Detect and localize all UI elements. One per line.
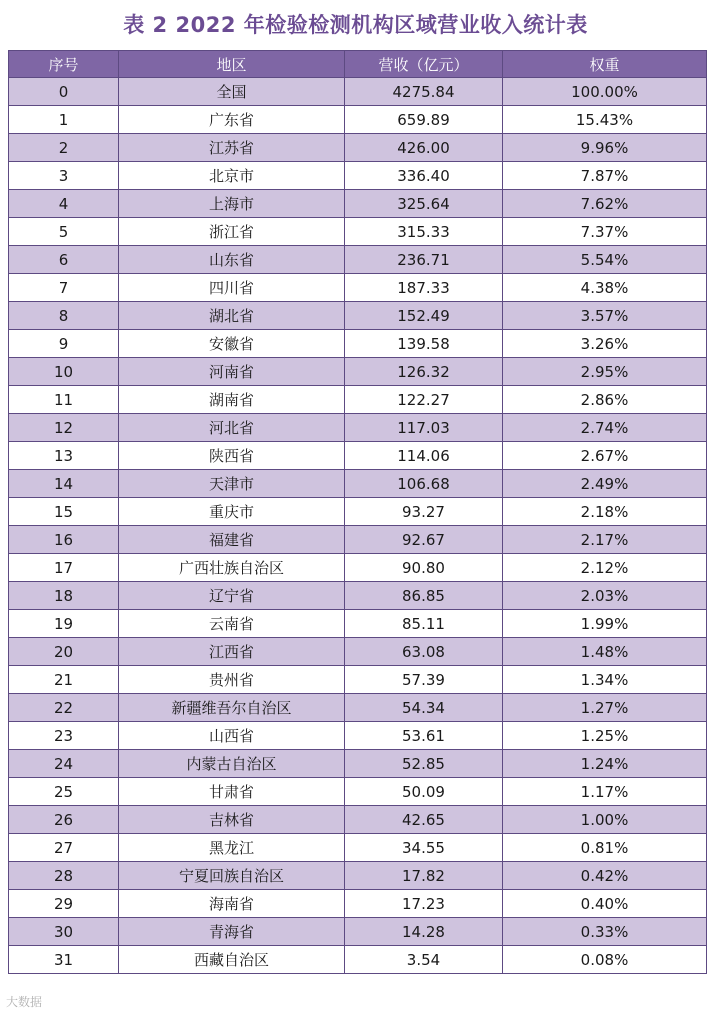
cell-index: 5 [9, 218, 119, 246]
cell-weight: 2.18% [503, 498, 707, 526]
cell-revenue: 14.28 [345, 918, 503, 946]
cell-revenue: 54.34 [345, 694, 503, 722]
cell-revenue: 52.85 [345, 750, 503, 778]
cell-index: 10 [9, 358, 119, 386]
cell-weight: 3.57% [503, 302, 707, 330]
cell-index: 14 [9, 470, 119, 498]
cell-revenue: 336.40 [345, 162, 503, 190]
cell-region: 上海市 [119, 190, 345, 218]
table-row [9, 218, 707, 246]
cell-index: 28 [9, 862, 119, 890]
cell-region: 辽宁省 [119, 582, 345, 610]
cell-index: 21 [9, 666, 119, 694]
table-row [9, 78, 707, 106]
table-row [9, 106, 707, 134]
cell-index: 20 [9, 638, 119, 666]
cell-region: 西藏自治区 [119, 946, 345, 974]
cell-region: 全国 [119, 78, 345, 106]
cell-revenue: 17.82 [345, 862, 503, 890]
table-row [9, 582, 707, 610]
cell-weight: 2.95% [503, 358, 707, 386]
cell-weight: 7.87% [503, 162, 707, 190]
table-row [9, 918, 707, 946]
table-row [9, 554, 707, 582]
cell-region: 广东省 [119, 106, 345, 134]
cell-revenue: 659.89 [345, 106, 503, 134]
table-row [9, 442, 707, 470]
table-row [9, 694, 707, 722]
cell-revenue: 114.06 [345, 442, 503, 470]
table-row [9, 302, 707, 330]
cell-index: 29 [9, 890, 119, 918]
cell-revenue: 63.08 [345, 638, 503, 666]
cell-weight: 15.43% [503, 106, 707, 134]
cell-region: 福建省 [119, 526, 345, 554]
cell-revenue: 106.68 [345, 470, 503, 498]
cell-region: 湖北省 [119, 302, 345, 330]
cell-weight: 2.03% [503, 582, 707, 610]
cell-region: 四川省 [119, 274, 345, 302]
cell-index: 15 [9, 498, 119, 526]
cell-weight: 7.62% [503, 190, 707, 218]
cell-weight: 1.99% [503, 610, 707, 638]
cell-weight: 1.25% [503, 722, 707, 750]
cell-revenue: 187.33 [345, 274, 503, 302]
cell-revenue: 117.03 [345, 414, 503, 442]
cell-revenue: 92.67 [345, 526, 503, 554]
cell-region: 重庆市 [119, 498, 345, 526]
cell-region: 天津市 [119, 470, 345, 498]
cell-weight: 4.38% [503, 274, 707, 302]
cell-weight: 2.74% [503, 414, 707, 442]
cell-weight: 5.54% [503, 246, 707, 274]
cell-region: 吉林省 [119, 806, 345, 834]
cell-revenue: 126.32 [345, 358, 503, 386]
cell-revenue: 86.85 [345, 582, 503, 610]
cell-weight: 0.81% [503, 834, 707, 862]
cell-index: 4 [9, 190, 119, 218]
cell-region: 新疆维吾尔自治区 [119, 694, 345, 722]
table-row [9, 750, 707, 778]
cell-weight: 1.27% [503, 694, 707, 722]
column-header-index: 序号 [9, 51, 119, 78]
cell-index: 0 [9, 78, 119, 106]
cell-region: 广西壮族自治区 [119, 554, 345, 582]
cell-region: 安徽省 [119, 330, 345, 358]
cell-region: 宁夏回族自治区 [119, 862, 345, 890]
cell-weight: 1.24% [503, 750, 707, 778]
cell-weight: 0.40% [503, 890, 707, 918]
watermark: 大数据 [6, 995, 43, 1009]
cell-region: 黑龙江 [119, 834, 345, 862]
cell-region: 云南省 [119, 610, 345, 638]
cell-index: 13 [9, 442, 119, 470]
cell-index: 17 [9, 554, 119, 582]
table-row [9, 246, 707, 274]
cell-revenue: 236.71 [345, 246, 503, 274]
cell-region: 北京市 [119, 162, 345, 190]
table-row [9, 470, 707, 498]
cell-weight: 1.17% [503, 778, 707, 806]
table-title: 表 2 2022 年检验检测机构区域营业收入统计表 [123, 13, 588, 37]
table-row [9, 274, 707, 302]
table-row [9, 498, 707, 526]
cell-weight: 2.12% [503, 554, 707, 582]
cell-index: 18 [9, 582, 119, 610]
table-row [9, 190, 707, 218]
cell-weight: 100.00% [503, 78, 707, 106]
cell-revenue: 426.00 [345, 134, 503, 162]
table-row [9, 358, 707, 386]
revenue-table [8, 50, 707, 974]
table-row [9, 722, 707, 750]
cell-index: 16 [9, 526, 119, 554]
cell-region: 浙江省 [119, 218, 345, 246]
cell-weight: 0.33% [503, 918, 707, 946]
table-row [9, 610, 707, 638]
table-row [9, 946, 707, 974]
cell-revenue: 325.64 [345, 190, 503, 218]
cell-revenue: 53.61 [345, 722, 503, 750]
cell-weight: 1.34% [503, 666, 707, 694]
cell-index: 19 [9, 610, 119, 638]
table-row [9, 806, 707, 834]
cell-revenue: 3.54 [345, 946, 503, 974]
table-row [9, 134, 707, 162]
cell-weight: 7.37% [503, 218, 707, 246]
cell-region: 青海省 [119, 918, 345, 946]
cell-region: 江苏省 [119, 134, 345, 162]
cell-weight: 0.42% [503, 862, 707, 890]
cell-index: 31 [9, 946, 119, 974]
table-row [9, 666, 707, 694]
table-row [9, 526, 707, 554]
cell-index: 6 [9, 246, 119, 274]
cell-index: 1 [9, 106, 119, 134]
cell-region: 贵州省 [119, 666, 345, 694]
cell-revenue: 57.39 [345, 666, 503, 694]
cell-weight: 2.49% [503, 470, 707, 498]
cell-weight: 0.08% [503, 946, 707, 974]
cell-index: 22 [9, 694, 119, 722]
cell-weight: 2.67% [503, 442, 707, 470]
cell-index: 27 [9, 834, 119, 862]
cell-revenue: 93.27 [345, 498, 503, 526]
cell-index: 11 [9, 386, 119, 414]
table-row [9, 862, 707, 890]
cell-weight: 1.48% [503, 638, 707, 666]
cell-revenue: 50.09 [345, 778, 503, 806]
cell-revenue: 90.80 [345, 554, 503, 582]
cell-index: 23 [9, 722, 119, 750]
table-row [9, 386, 707, 414]
cell-index: 2 [9, 134, 119, 162]
table-row [9, 890, 707, 918]
cell-index: 25 [9, 778, 119, 806]
column-header-region: 地区 [119, 51, 345, 78]
cell-region: 海南省 [119, 890, 345, 918]
cell-index: 8 [9, 302, 119, 330]
cell-revenue: 85.11 [345, 610, 503, 638]
table-body [9, 78, 707, 974]
cell-index: 30 [9, 918, 119, 946]
table-header-row [9, 51, 707, 78]
cell-index: 24 [9, 750, 119, 778]
cell-region: 陕西省 [119, 442, 345, 470]
cell-revenue: 4275.84 [345, 78, 503, 106]
table-row [9, 638, 707, 666]
cell-weight: 2.17% [503, 526, 707, 554]
table-row [9, 414, 707, 442]
cell-index: 9 [9, 330, 119, 358]
column-header-weight: 权重 [503, 51, 707, 78]
cell-index: 3 [9, 162, 119, 190]
cell-region: 甘肃省 [119, 778, 345, 806]
cell-region: 河北省 [119, 414, 345, 442]
cell-region: 江西省 [119, 638, 345, 666]
cell-revenue: 34.55 [345, 834, 503, 862]
cell-revenue: 17.23 [345, 890, 503, 918]
cell-weight: 3.26% [503, 330, 707, 358]
table-row [9, 330, 707, 358]
cell-index: 26 [9, 806, 119, 834]
cell-index: 12 [9, 414, 119, 442]
cell-revenue: 315.33 [345, 218, 503, 246]
cell-region: 河南省 [119, 358, 345, 386]
cell-weight: 1.00% [503, 806, 707, 834]
cell-region: 内蒙古自治区 [119, 750, 345, 778]
table-row [9, 834, 707, 862]
cell-revenue: 152.49 [345, 302, 503, 330]
column-header-revenue: 营收（亿元） [345, 51, 503, 78]
table-row [9, 162, 707, 190]
cell-region: 山东省 [119, 246, 345, 274]
cell-index: 7 [9, 274, 119, 302]
cell-region: 湖南省 [119, 386, 345, 414]
cell-weight: 9.96% [503, 134, 707, 162]
cell-weight: 2.86% [503, 386, 707, 414]
cell-revenue: 42.65 [345, 806, 503, 834]
cell-revenue: 139.58 [345, 330, 503, 358]
cell-revenue: 122.27 [345, 386, 503, 414]
cell-region: 山西省 [119, 722, 345, 750]
table-row [9, 778, 707, 806]
